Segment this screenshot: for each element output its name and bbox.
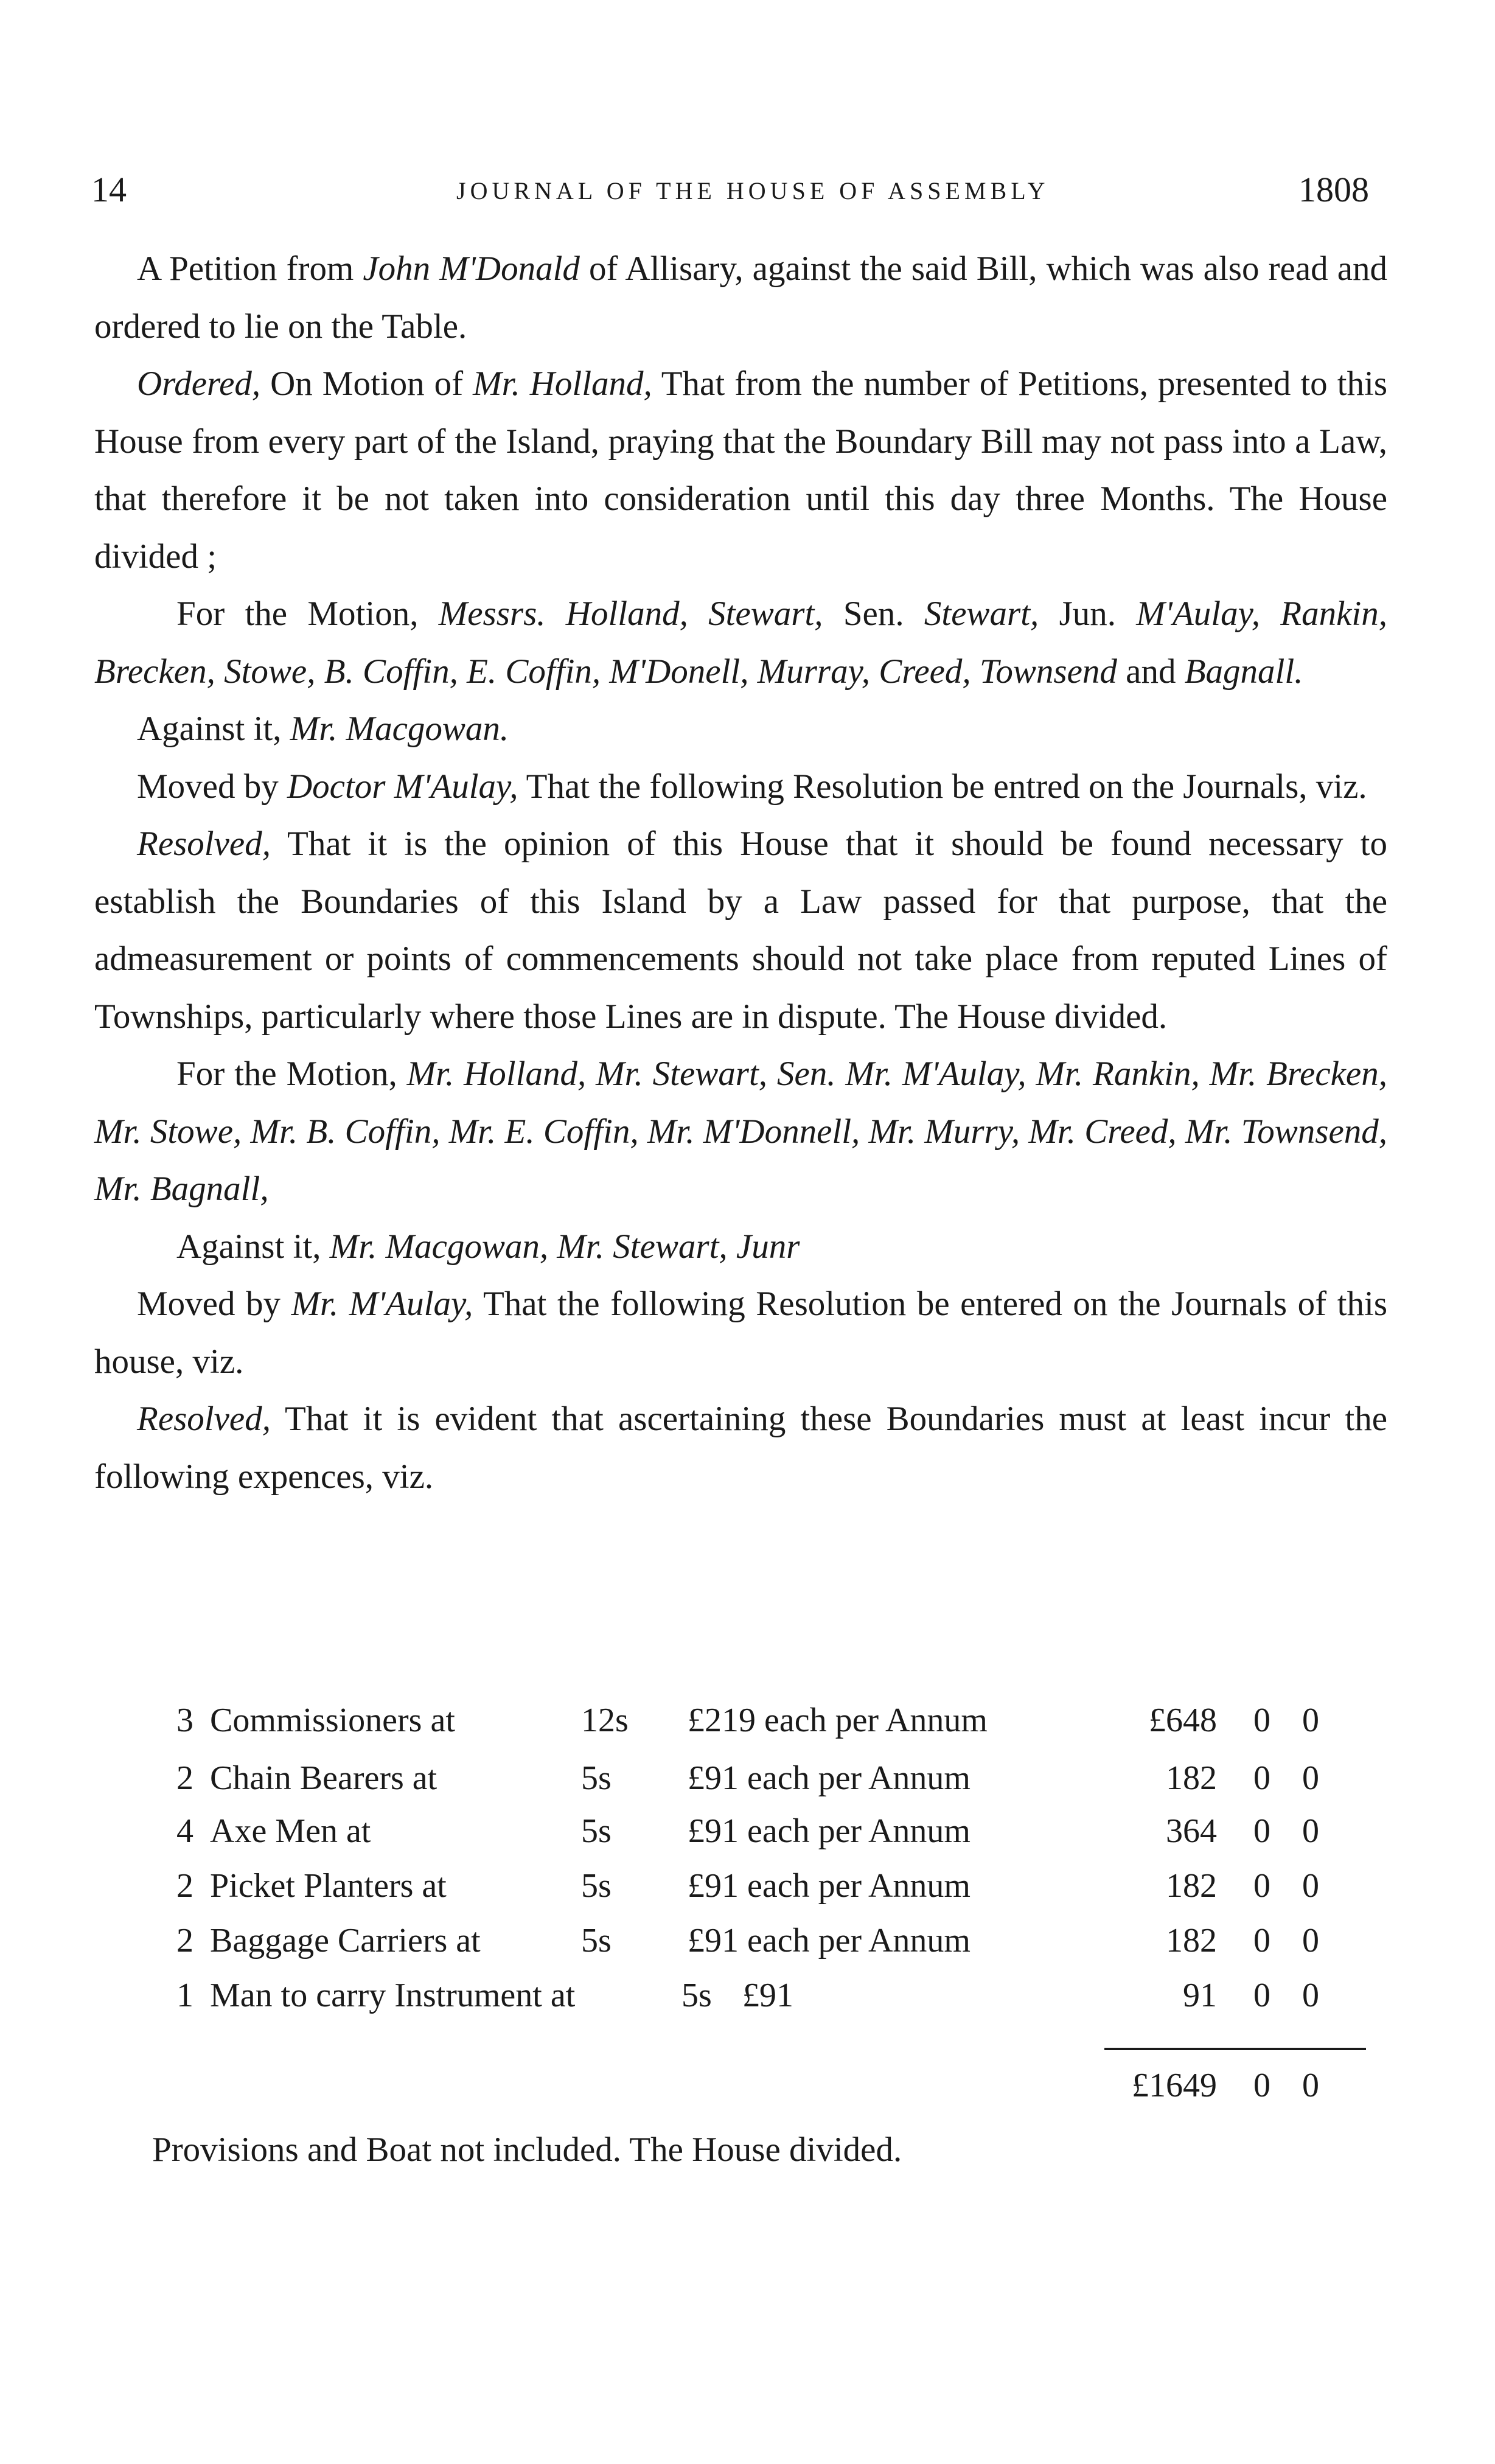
text-run: Against it, — [137, 710, 290, 748]
expense-pay: £91 — [742, 1977, 793, 2014]
text-run: of Allisary, against the said Bill, which was also read and ordered to lie on the Table. — [94, 250, 1387, 346]
expense-shillings: 0 — [1253, 1922, 1270, 1960]
expense-total: 364 — [1166, 1812, 1217, 1850]
expense-role: Man to carry Instrument at — [210, 1977, 576, 2014]
expense-shillings: 0 — [1253, 1759, 1270, 1797]
paragraph-for-motion-1 — [94, 585, 1387, 700]
grand-total: £1649 — [1132, 2067, 1217, 2104]
expense-total: 182 — [1166, 1759, 1217, 1797]
expense-role: Commissioners at — [210, 1701, 455, 1739]
paragraph-ordered — [94, 355, 1387, 585]
expense-pence: 0 — [1302, 1812, 1319, 1850]
expense-rate: 5s — [681, 1977, 712, 2014]
ordered-label: Ordered, — [137, 365, 261, 403]
expense-total: 182 — [1166, 1922, 1217, 1960]
expense-role: Baggage Carriers at — [210, 1922, 481, 1960]
expense-qty: 4 — [176, 1812, 193, 1850]
expense-pay: £91 each per Annum — [688, 1867, 971, 1905]
member-names: M'Aulay, Rankin, Brecken, Stowe, B. Coffin, E. Coffin, M'Donell, Murray, Creed, Townsend — [94, 595, 1387, 691]
expense-pay: £219 each per Annum — [688, 1701, 988, 1739]
text-run: For the Motion, — [176, 595, 439, 633]
member-names: Stewart, — [924, 595, 1039, 633]
paragraph-resolved-1 — [94, 815, 1387, 1045]
expense-role: Picket Planters at — [210, 1867, 447, 1905]
member-names: Mr. Macgowan. — [290, 710, 509, 748]
text-run: Sen. — [823, 595, 924, 633]
mover-name: Mr. Holland, — [473, 365, 652, 403]
expense-rate: 5s — [581, 1812, 612, 1850]
paragraph-against-2 — [94, 1218, 1387, 1276]
expense-pence: 0 — [1302, 1922, 1319, 1960]
expense-pence: 0 — [1302, 1701, 1319, 1739]
expense-pence: 0 — [1302, 1867, 1319, 1905]
expense-qty: 2 — [176, 1759, 193, 1797]
expense-pay: £91 each per Annum — [688, 1812, 971, 1850]
expense-pence: 0 — [1302, 1759, 1319, 1797]
expense-row — [176, 1701, 1381, 1750]
paragraph-for-motion-2 — [94, 1045, 1387, 1218]
member-names: Messrs. Holland, Stewart, — [438, 595, 823, 633]
expense-shillings: 0 — [1253, 1812, 1270, 1850]
grand-total-pence: 0 — [1302, 2067, 1319, 2104]
text-run: For the Motion, — [176, 1055, 407, 1093]
journal-text — [94, 240, 1387, 1506]
member-names: Bagnall. — [1184, 652, 1303, 691]
member-names: Mr. Macgowan, Mr. Stewart, Junr — [329, 1227, 800, 1266]
page-number: 14 — [91, 170, 127, 209]
expense-qty: 3 — [176, 1701, 193, 1739]
paragraph-petition — [94, 240, 1387, 355]
expense-pay: £91 each per Annum — [688, 1759, 971, 1797]
text-run: That the following Resolution be entred on the Journals, viz. — [518, 767, 1367, 806]
text-run: and — [1117, 652, 1185, 691]
expense-shillings: 0 — [1253, 1867, 1270, 1905]
expense-role: Chain Bearers at — [210, 1759, 437, 1797]
expense-shillings: 0 — [1253, 1977, 1270, 2014]
expense-row — [176, 1759, 1381, 1807]
grand-total-shillings: 0 — [1253, 2067, 1270, 2104]
expense-total: 182 — [1166, 1867, 1217, 1905]
text-run: Moved by — [137, 767, 287, 806]
resolved-label: Resolved, — [137, 825, 271, 863]
text-run: Moved by — [137, 1285, 291, 1323]
paragraph-resolved-2 — [94, 1391, 1387, 1506]
mover-name: Mr. M'Aulay, — [291, 1285, 473, 1323]
page-header — [0, 169, 1495, 218]
grand-total-row — [176, 2066, 1381, 2115]
expense-row — [176, 1976, 1381, 2025]
expense-rate: 5s — [581, 1922, 612, 1960]
petitioner-name: John M'Donald — [363, 250, 580, 288]
paragraph-moved-2 — [94, 1276, 1387, 1391]
header-year: 1808 — [1298, 170, 1369, 209]
expense-rate: 5s — [581, 1759, 612, 1797]
expense-role: Axe Men at — [210, 1812, 371, 1850]
running-title: JOURNAL OF THE HOUSE OF ASSEMBLY — [456, 177, 1050, 204]
text-run: Jun. — [1039, 595, 1137, 633]
expense-shillings: 0 — [1253, 1701, 1270, 1739]
expense-qty: 2 — [176, 1922, 193, 1960]
text-run: A Petition from — [137, 250, 363, 288]
expense-qty: 1 — [176, 1977, 193, 2014]
text-run: That the following Resolution be entered on the Journals of this house, viz. — [94, 1285, 1388, 1381]
expense-total: 91 — [1183, 1977, 1217, 2014]
text-run: That it is the opinion of this House that it should be found necessary to establish the Boundaries of this Island by a Law passed for that purpose, that the admeasurement or points of commencements should not take place from reputed Lines of Townships, particularly where those Lines are in dispute. The House divided. — [94, 825, 1387, 1036]
expense-pay: £91 each per Annum — [688, 1922, 971, 1960]
expense-total: £648 — [1149, 1701, 1217, 1739]
member-names: Mr. Holland, Mr. Stewart, Sen. Mr. M'Aulay, Mr. Rankin, Mr. Brecken, Mr. Stowe, Mr. B. Coffin, Mr. E. Coffin, Mr. M'Donnell, Mr. Murry, Mr. Creed, Mr. Townsend, Mr. Bagnall, — [94, 1055, 1387, 1208]
expense-rate: 12s — [581, 1701, 629, 1739]
expense-pence: 0 — [1302, 1977, 1319, 2014]
expense-row — [176, 1921, 1381, 1970]
text-run: Against it, — [176, 1227, 330, 1266]
expense-row — [176, 1866, 1381, 1915]
text-run: On Motion of — [260, 365, 473, 403]
mover-name: Doctor M'Aulay, — [287, 767, 518, 806]
resolved-label: Resolved, — [137, 1400, 271, 1438]
paragraph-moved-1 — [94, 758, 1387, 816]
text-run: That from the number of Petitions, presented to this House from every part of the Island, praying that the Boundary Bill may not pass into a Law, that therefore it be not taken into consideration until this day three Months. The House divided ; — [94, 365, 1387, 576]
footer-note: Provisions and Boat not included. The House divided. — [152, 2131, 902, 2169]
sum-rule — [1104, 2048, 1366, 2050]
expense-qty: 2 — [176, 1867, 193, 1905]
paragraph-against-1 — [94, 700, 1387, 758]
expense-row — [176, 1812, 1381, 1860]
text-run: That it is evident that ascertaining these Boundaries must at least incur the following expences, viz. — [94, 1400, 1387, 1496]
expense-rate: 5s — [581, 1867, 612, 1905]
